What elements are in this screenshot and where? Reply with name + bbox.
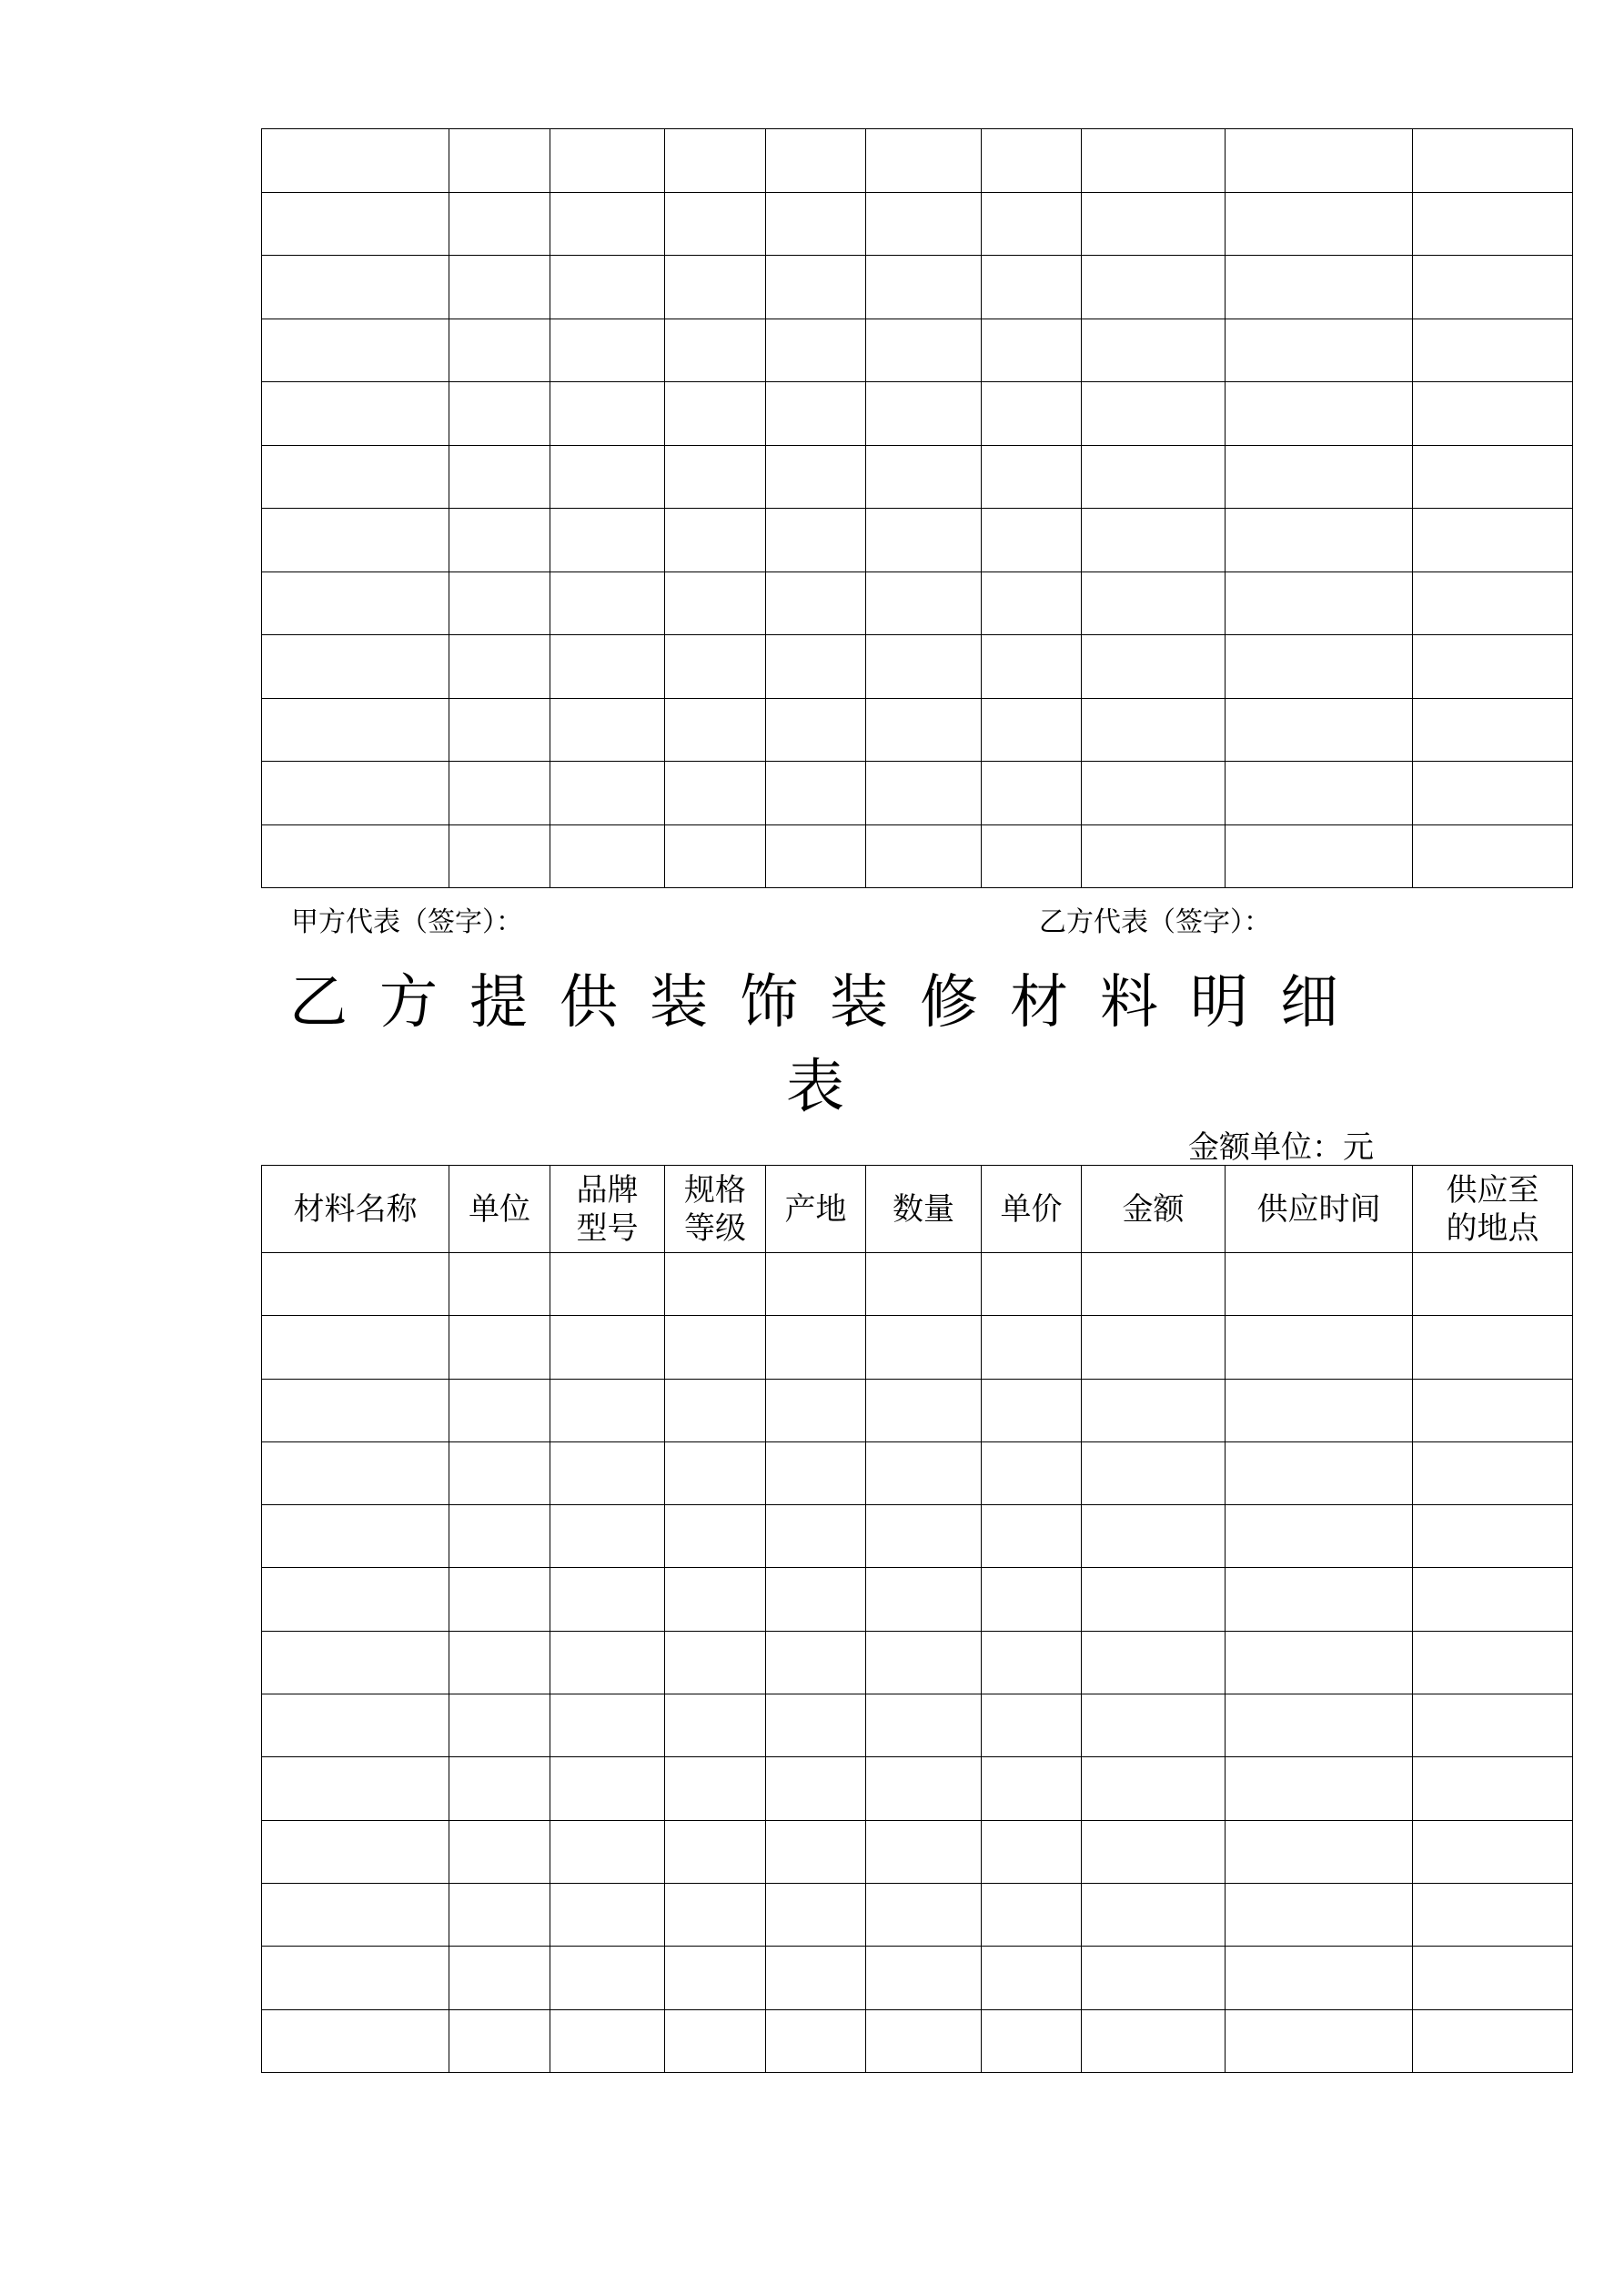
table-cell[interactable] (449, 509, 550, 572)
table-cell[interactable] (550, 1820, 665, 1883)
table-cell[interactable] (449, 1631, 550, 1694)
table-cell[interactable] (262, 698, 449, 762)
table-cell[interactable] (1226, 1379, 1413, 1441)
table-cell[interactable] (262, 256, 449, 319)
table-cell[interactable] (550, 2009, 665, 2072)
table-cell[interactable] (1226, 445, 1413, 509)
table-cell[interactable] (262, 1379, 449, 1441)
table-cell[interactable] (982, 1379, 1082, 1441)
table-cell[interactable] (449, 1253, 550, 1316)
table-cell[interactable] (665, 319, 766, 382)
table-cell[interactable] (1413, 382, 1573, 446)
table-cell[interactable] (550, 1631, 665, 1694)
table-cell[interactable] (866, 762, 982, 825)
table-cell[interactable] (1082, 1253, 1226, 1316)
table-cell[interactable] (665, 129, 766, 193)
table-cell[interactable] (1226, 1883, 1413, 1946)
table-cell[interactable] (866, 1820, 982, 1883)
table-cell[interactable] (766, 1379, 866, 1441)
table-row (262, 698, 1573, 762)
table-cell[interactable] (766, 1757, 866, 1820)
column-header: 单价 (982, 1166, 1082, 1253)
table-cell[interactable] (665, 1883, 766, 1946)
table-cell[interactable] (866, 1947, 982, 2009)
table-row (262, 382, 1573, 446)
table-cell[interactable] (766, 1631, 866, 1694)
table-cell[interactable] (262, 1441, 449, 1504)
table-cell[interactable] (982, 1316, 1082, 1379)
table-cell[interactable] (1413, 129, 1573, 193)
table-cell[interactable] (449, 1820, 550, 1883)
table-cell[interactable] (866, 1883, 982, 1946)
table-cell[interactable] (766, 698, 866, 762)
table-cell[interactable] (766, 382, 866, 446)
table-cell[interactable] (262, 1505, 449, 1568)
table-cell[interactable] (262, 192, 449, 256)
table-cell[interactable] (1082, 1631, 1226, 1694)
table-cell[interactable] (1226, 635, 1413, 699)
table-cell[interactable] (866, 635, 982, 699)
table-cell[interactable] (449, 382, 550, 446)
table-cell[interactable] (550, 1316, 665, 1379)
table-cell[interactable] (1226, 509, 1413, 572)
page-title: 乙方提供装饰装修材料明细 (289, 969, 1370, 1037)
table-cell[interactable] (866, 1441, 982, 1504)
party-b-signature-label: 乙方代表（签字）： (1039, 906, 1271, 938)
table-header-row (262, 1166, 1573, 1253)
table-cell[interactable] (1413, 571, 1573, 635)
table-cell[interactable] (449, 1505, 550, 1568)
table-cell[interactable] (982, 1505, 1082, 1568)
table-cell[interactable] (866, 1316, 982, 1379)
table-cell[interactable] (665, 1757, 766, 1820)
table-cell[interactable] (982, 509, 1082, 572)
table-cell[interactable] (982, 1820, 1082, 1883)
table-cell[interactable] (665, 1947, 766, 2009)
table-cell[interactable] (550, 319, 665, 382)
table-cell[interactable] (866, 1253, 982, 1316)
table-cell[interactable] (550, 445, 665, 509)
table-cell[interactable] (1226, 129, 1413, 193)
table-cell[interactable] (550, 509, 665, 572)
table-row (262, 635, 1573, 699)
table-cell[interactable] (665, 1441, 766, 1504)
table-cell[interactable] (766, 2009, 866, 2072)
table-cell[interactable] (866, 2009, 982, 2072)
table-cell[interactable] (449, 129, 550, 193)
table-cell[interactable] (1413, 319, 1573, 382)
table-cell[interactable] (665, 1820, 766, 1883)
table-row (262, 129, 1573, 193)
column-header: 材料名称 (262, 1166, 449, 1253)
table-cell[interactable] (262, 319, 449, 382)
table-cell[interactable] (449, 1316, 550, 1379)
table-cell[interactable] (766, 571, 866, 635)
table-cell[interactable] (1226, 1253, 1413, 1316)
table-cell[interactable] (982, 762, 1082, 825)
table-cell[interactable] (1413, 1253, 1573, 1316)
table-cell[interactable] (1082, 382, 1226, 446)
table-cell[interactable] (550, 192, 665, 256)
table-cell[interactable] (550, 256, 665, 319)
table-cell[interactable] (1413, 256, 1573, 319)
table-cell[interactable] (449, 1568, 550, 1631)
table-cell[interactable] (866, 319, 982, 382)
table-cell[interactable] (1226, 698, 1413, 762)
table-cell[interactable] (982, 1757, 1082, 1820)
table-cell[interactable] (550, 382, 665, 446)
table-row (262, 571, 1573, 635)
table-cell[interactable] (550, 1441, 665, 1504)
table-cell[interactable] (1413, 824, 1573, 888)
table-cell[interactable] (1413, 635, 1573, 699)
table-cell[interactable] (982, 635, 1082, 699)
table-cell[interactable] (449, 1379, 550, 1441)
table-cell[interactable] (262, 509, 449, 572)
table-cell[interactable] (449, 762, 550, 825)
table-cell[interactable] (1413, 698, 1573, 762)
table-cell[interactable] (982, 1441, 1082, 1504)
table-cell[interactable] (665, 445, 766, 509)
table-row (262, 509, 1573, 572)
column-header: 产地 (766, 1166, 866, 1253)
table-cell[interactable] (866, 571, 982, 635)
table-cell[interactable] (550, 824, 665, 888)
table-cell[interactable] (1082, 824, 1226, 888)
table-cell[interactable] (1226, 1316, 1413, 1379)
table-cell[interactable] (866, 698, 982, 762)
table-cell[interactable] (1226, 1441, 1413, 1504)
table-cell[interactable] (665, 192, 766, 256)
table-cell[interactable] (1082, 571, 1226, 635)
table-cell[interactable] (982, 698, 1082, 762)
table-cell[interactable] (449, 192, 550, 256)
table-cell[interactable] (982, 1568, 1082, 1631)
table-cell[interactable] (550, 1505, 665, 1568)
table-row (262, 1441, 1573, 1504)
table-cell[interactable] (1413, 445, 1573, 509)
table-cell[interactable] (262, 762, 449, 825)
table-cell[interactable] (262, 129, 449, 193)
column-header: 品牌 型号 (550, 1166, 665, 1253)
table-cell[interactable] (1082, 192, 1226, 256)
table-cell[interactable] (665, 1379, 766, 1441)
table-cell[interactable] (866, 509, 982, 572)
table-cell[interactable] (1413, 1883, 1573, 1946)
table-cell[interactable] (766, 1253, 866, 1316)
table-cell[interactable] (766, 1441, 866, 1504)
table-row (262, 192, 1573, 256)
table-cell[interactable] (766, 1883, 866, 1946)
table-cell[interactable] (866, 129, 982, 193)
table-cell[interactable] (262, 1316, 449, 1379)
column-header: 供应至 的地点 (1413, 1166, 1573, 1253)
table-cell[interactable] (665, 1631, 766, 1694)
table-cell[interactable] (550, 571, 665, 635)
table-cell[interactable] (665, 571, 766, 635)
table-row (262, 1694, 1573, 1757)
table-cell[interactable] (866, 1757, 982, 1820)
table-cell[interactable] (1082, 1379, 1226, 1441)
table-cell[interactable] (866, 1568, 982, 1631)
amount-unit-note: 金额单位：元 (1188, 1129, 1374, 1166)
table-cell[interactable] (1226, 824, 1413, 888)
table-cell[interactable] (1082, 256, 1226, 319)
table-cell[interactable] (982, 1631, 1082, 1694)
table-cell[interactable] (449, 256, 550, 319)
table-cell[interactable] (1413, 2009, 1573, 2072)
table-cell[interactable] (1082, 1757, 1226, 1820)
table-cell[interactable] (1413, 1694, 1573, 1757)
table-cell[interactable] (665, 762, 766, 825)
table-row (262, 1379, 1573, 1441)
table-cell[interactable] (550, 698, 665, 762)
table-cell[interactable] (982, 1883, 1082, 1946)
page-title-continuation: 表 (786, 1054, 844, 1121)
column-header: 单位 (449, 1166, 550, 1253)
table-cell[interactable] (665, 1505, 766, 1568)
table-cell[interactable] (766, 635, 866, 699)
table-row (262, 256, 1573, 319)
table-cell[interactable] (866, 1379, 982, 1441)
table-cell[interactable] (665, 824, 766, 888)
materials-table-body (262, 1253, 1573, 2073)
materials-table (261, 1165, 1573, 2073)
table-cell[interactable] (1082, 1568, 1226, 1631)
table-cell[interactable] (1082, 1316, 1226, 1379)
table-cell[interactable] (866, 1694, 982, 1757)
column-header: 供应时间 (1226, 1166, 1413, 1253)
table-cell[interactable] (982, 256, 1082, 319)
table-cell[interactable] (1082, 509, 1226, 572)
table-row (262, 1316, 1573, 1379)
table-cell[interactable] (262, 1947, 449, 2009)
table-cell[interactable] (550, 1568, 665, 1631)
table-cell[interactable] (550, 762, 665, 825)
column-header: 数量 (866, 1166, 982, 1253)
table-row (262, 762, 1573, 825)
table-cell[interactable] (1226, 762, 1413, 825)
table-cell[interactable] (1082, 698, 1226, 762)
table-cell[interactable] (449, 2009, 550, 2072)
table-cell[interactable] (982, 1947, 1082, 2009)
table-cell[interactable] (665, 382, 766, 446)
table-cell[interactable] (1082, 445, 1226, 509)
table-cell[interactable] (1082, 1947, 1226, 2009)
table-cell[interactable] (665, 1316, 766, 1379)
continued-table (261, 128, 1573, 888)
table-cell[interactable] (1413, 762, 1573, 825)
table-cell[interactable] (866, 1505, 982, 1568)
table-cell[interactable] (1226, 1568, 1413, 1631)
table-cell[interactable] (1226, 192, 1413, 256)
table-cell[interactable] (1413, 1441, 1573, 1504)
table-cell[interactable] (1082, 319, 1226, 382)
continued-table-body (262, 129, 1573, 888)
table-cell[interactable] (1413, 1631, 1573, 1694)
table-cell[interactable] (866, 256, 982, 319)
table-cell[interactable] (1082, 129, 1226, 193)
table-cell[interactable] (1082, 762, 1226, 825)
table-cell[interactable] (766, 1568, 866, 1631)
table-cell[interactable] (766, 256, 866, 319)
table-cell[interactable] (766, 1316, 866, 1379)
table-cell[interactable] (982, 1253, 1082, 1316)
table-cell[interactable] (665, 256, 766, 319)
table-cell[interactable] (550, 1379, 665, 1441)
table-cell[interactable] (449, 1947, 550, 2009)
table-cell[interactable] (982, 382, 1082, 446)
table-cell[interactable] (766, 1694, 866, 1757)
table-cell[interactable] (550, 1694, 665, 1757)
table-cell[interactable] (262, 1757, 449, 1820)
table-cell[interactable] (1413, 1316, 1573, 1379)
table-row (262, 1820, 1573, 1883)
table-cell[interactable] (262, 445, 449, 509)
table-cell[interactable] (665, 509, 766, 572)
table-cell[interactable] (262, 824, 449, 888)
table-cell[interactable] (449, 1757, 550, 1820)
table-cell[interactable] (262, 571, 449, 635)
table-cell[interactable] (1226, 319, 1413, 382)
table-cell[interactable] (1082, 1883, 1226, 1946)
table-cell[interactable] (665, 635, 766, 699)
table-row (262, 1631, 1573, 1694)
table-cell[interactable] (262, 1568, 449, 1631)
table-cell[interactable] (1226, 1694, 1413, 1757)
table-cell[interactable] (1082, 2009, 1226, 2072)
table-cell[interactable] (1082, 1505, 1226, 1568)
table-cell[interactable] (1082, 1820, 1226, 1883)
table-cell[interactable] (982, 1694, 1082, 1757)
table-cell[interactable] (449, 571, 550, 635)
table-cell[interactable] (1082, 1441, 1226, 1504)
table-cell[interactable] (550, 1947, 665, 2009)
table-cell[interactable] (262, 1631, 449, 1694)
table-cell[interactable] (262, 382, 449, 446)
table-cell[interactable] (1413, 1757, 1573, 1820)
table-cell[interactable] (262, 1883, 449, 1946)
table-row (262, 1568, 1573, 1631)
table-cell[interactable] (1413, 1568, 1573, 1631)
table-cell[interactable] (550, 1883, 665, 1946)
table-cell[interactable] (665, 1253, 766, 1316)
table-cell[interactable] (766, 509, 866, 572)
table-row (262, 1947, 1573, 2009)
table-cell[interactable] (766, 192, 866, 256)
table-cell[interactable] (449, 1694, 550, 1757)
table-cell[interactable] (550, 129, 665, 193)
table-cell[interactable] (866, 1631, 982, 1694)
table-cell[interactable] (262, 1253, 449, 1316)
table-cell[interactable] (866, 382, 982, 446)
table-cell[interactable] (866, 824, 982, 888)
table-cell[interactable] (1226, 1505, 1413, 1568)
table-row (262, 1883, 1573, 1946)
table-cell[interactable] (1226, 1820, 1413, 1883)
table-cell[interactable] (550, 635, 665, 699)
table-row (262, 445, 1573, 509)
table-cell[interactable] (665, 1568, 766, 1631)
table-cell[interactable] (766, 1947, 866, 2009)
table-cell[interactable] (982, 319, 1082, 382)
table-cell[interactable] (449, 698, 550, 762)
table-cell[interactable] (1413, 1820, 1573, 1883)
table-cell[interactable] (982, 824, 1082, 888)
table-cell[interactable] (449, 1883, 550, 1946)
table-cell[interactable] (665, 698, 766, 762)
table-cell[interactable] (766, 1820, 866, 1883)
table-cell[interactable] (982, 2009, 1082, 2072)
table-cell[interactable] (982, 445, 1082, 509)
table-cell[interactable] (982, 129, 1082, 193)
table-cell[interactable] (1413, 1379, 1573, 1441)
table-cell[interactable] (262, 1694, 449, 1757)
column-header: 金额 (1082, 1166, 1226, 1253)
table-row (262, 1505, 1573, 1568)
table-cell[interactable] (1413, 509, 1573, 572)
table-cell[interactable] (1413, 1505, 1573, 1568)
table-cell[interactable] (449, 824, 550, 888)
table-row (262, 1253, 1573, 1316)
table-cell[interactable] (766, 824, 866, 888)
table-cell[interactable] (1226, 1757, 1413, 1820)
table-cell[interactable] (262, 2009, 449, 2072)
table-cell[interactable] (1226, 382, 1413, 446)
table-cell[interactable] (262, 1820, 449, 1883)
table-cell[interactable] (766, 129, 866, 193)
table-cell[interactable] (550, 1757, 665, 1820)
table-cell[interactable] (1226, 1631, 1413, 1694)
table-cell[interactable] (665, 2009, 766, 2072)
table-cell[interactable] (1082, 635, 1226, 699)
table-cell[interactable] (866, 445, 982, 509)
column-header: 规格 等级 (665, 1166, 766, 1253)
table-cell[interactable] (1226, 2009, 1413, 2072)
table-row (262, 319, 1573, 382)
table-cell[interactable] (449, 1441, 550, 1504)
table-cell[interactable] (982, 192, 1082, 256)
party-a-signature-label: 甲方代表（签字）： (291, 906, 523, 938)
table-cell[interactable] (866, 192, 982, 256)
table-cell[interactable] (766, 445, 866, 509)
table-cell[interactable] (449, 635, 550, 699)
table-cell[interactable] (1226, 571, 1413, 635)
table-cell[interactable] (766, 319, 866, 382)
table-cell[interactable] (1413, 192, 1573, 256)
table-cell[interactable] (1226, 256, 1413, 319)
table-cell[interactable] (1413, 1947, 1573, 2009)
table-row (262, 1757, 1573, 1820)
table-cell[interactable] (766, 762, 866, 825)
table-cell[interactable] (1082, 1694, 1226, 1757)
table-cell[interactable] (262, 635, 449, 699)
table-cell[interactable] (982, 571, 1082, 635)
table-cell[interactable] (766, 1505, 866, 1568)
table-row (262, 824, 1573, 888)
table-cell[interactable] (449, 319, 550, 382)
table-cell[interactable] (665, 1694, 766, 1757)
table-cell[interactable] (1226, 1947, 1413, 2009)
table-cell[interactable] (550, 1253, 665, 1316)
table-cell[interactable] (449, 445, 550, 509)
table-row (262, 2009, 1573, 2072)
